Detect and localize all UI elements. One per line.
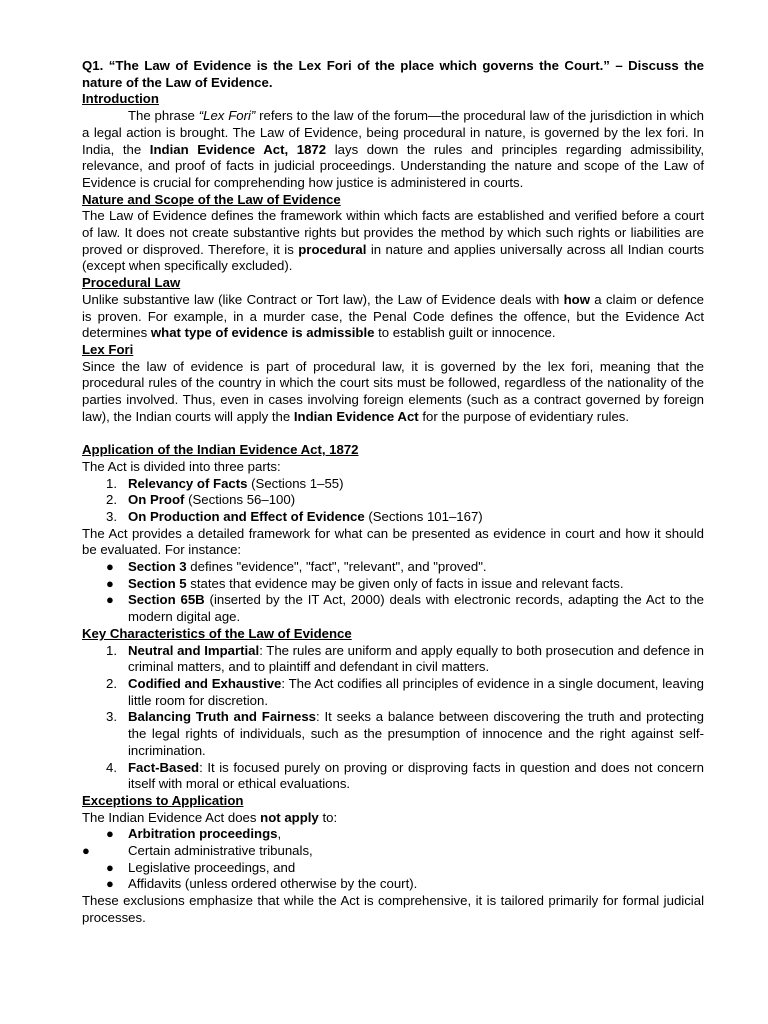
list-item: ● Arbitration proceedings, bbox=[106, 826, 282, 842]
application-lead: The Act is divided into three parts: bbox=[82, 458, 281, 474]
exceptions-closing: These exclusions emphasize that while the Act is comprehensive, it is tailored primarily for formal judicial processes. bbox=[82, 893, 704, 925]
parts-list bbox=[82, 476, 704, 526]
procedural-paragraph: Unlike substantive law (like Contract or Tort law), the Law of Evidence deals with how a claim or defence is proven. For example, in a murder case, the Penal Code defines the offence, but the Evidence Act determines what type of evidence is admissible to establish guilt or innocence. bbox=[82, 291, 704, 341]
blank-line bbox=[82, 425, 704, 442]
bullet-icon: ● bbox=[106, 575, 114, 591]
list-item: ● Affidavits (unless ordered otherwise by the court). bbox=[106, 876, 418, 892]
application-paragraph: The Act provides a detailed framework for what can be presented as evidence in court and how it should be evaluated. For instance: bbox=[82, 525, 704, 558]
list-item: ● Section 5 states that evidence may be given only of facts in issue and relevant facts. bbox=[106, 575, 624, 591]
list-item: 3. On Production and Effect of Evidence (Sections 101–167) bbox=[106, 508, 483, 524]
list-item: ● Certain administrative tribunals, bbox=[82, 843, 313, 859]
heading-lex-fori: Lex Fori bbox=[82, 341, 134, 357]
bullet-icon: ● bbox=[106, 592, 114, 608]
question-title: Q1. “The Law of Evidence is the Lex Fori of the place which governs the Court.” – Discuss the nature of the Law of Evidence. bbox=[82, 58, 704, 90]
list-item: ● Section 3 defines "evidence", "fact", "relevant", and "proved". bbox=[106, 559, 487, 575]
bullet-icon: ● bbox=[106, 559, 114, 575]
exceptions-list bbox=[82, 826, 704, 893]
intro-paragraph: The phrase “Lex Fori” refers to the law of the forum—the procedural law of the jurisdiction in which a legal action is brought. The Law of Evidence, being procedural in nature, is governed by the lex fori. In India, the Indian Evidence Act, 1872 lays down the rules and principles regarding admissibility, relevance, and proof of facts in judicial proceedings. Understanding the nature and scope of the Law of Evidence is crucial for comprehending how justice is administered in courts. bbox=[82, 108, 705, 190]
heading-exceptions: Exceptions to Application bbox=[82, 792, 244, 808]
heading-introduction: Introduction bbox=[82, 91, 159, 107]
list-item: 2. On Proof (Sections 56–100) bbox=[106, 492, 296, 508]
list-item: 3. Balancing Truth and Fairness: It seeks a balance between discovering the truth and protecting the legal rights of individuals, such as the presumption of innocence and the right against self-incrimination. bbox=[106, 709, 704, 758]
exceptions-lead: The Indian Evidence Act does not apply to: bbox=[82, 809, 338, 825]
bullet-icon: ● bbox=[106, 876, 114, 892]
list-item: ● Section 65B (inserted by the IT Act, 2000) deals with electronic records, adapting the Act to the modern digital age. bbox=[106, 592, 704, 625]
lex-fori-paragraph: Since the law of evidence is part of procedural law, it is governed by the lex fori, meaning that the procedural rules of the country in which the court sits must be followed, regardless of the nationality of the parties involved. Thus, even in cases involving foreign elements (such as a contract governed by foreign law), the Indian courts will apply the Indian Evidence Act for the purpose of evidentiary rules. bbox=[82, 358, 704, 424]
bullet-icon: ● bbox=[82, 843, 90, 859]
bullet-icon: ● bbox=[106, 859, 114, 875]
list-item: 2. Codified and Exhaustive: The Act codifies all principles of evidence in a single document, leaving little room for discretion. bbox=[106, 676, 705, 708]
bullet-icon: ● bbox=[106, 826, 114, 842]
list-item: 4. Fact-Based: It is focused purely on proving or disproving facts in question and does not concern itself with moral or ethical evaluations. bbox=[106, 759, 704, 792]
sections-list bbox=[82, 559, 704, 626]
lex-fori-term: “Lex Fori” bbox=[198, 108, 256, 124]
heading-key-characteristics: Key Characteristics of the Law of Evidence bbox=[82, 625, 352, 641]
list-item: ● Legislative proceedings, and bbox=[106, 859, 296, 875]
evidence-act-term: Indian Evidence Act, 1872 bbox=[149, 141, 327, 157]
nature-paragraph: The Law of Evidence defines the framework within which facts are established and verified before a court of law. It does not create substantive rights but provides the method by which such rights or liabilities are proved or disproved. Therefore, it is procedural in nature and applies universally across all Indian courts (except when specifically excluded). bbox=[82, 208, 704, 274]
heading-application: Application of the Indian Evidence Act, 1872 bbox=[82, 442, 359, 458]
heading-procedural-law: Procedural Law bbox=[82, 275, 181, 291]
characteristics-list bbox=[82, 643, 704, 793]
heading-nature-scope: Nature and Scope of the Law of Evidence bbox=[82, 191, 341, 207]
list-item: 1. Neutral and Impartial: The rules are uniform and apply equally to both prosecution and defence in criminal matters, and to plaintiff and defendant in civil matters. bbox=[106, 642, 704, 675]
list-item: 1. Relevancy of Facts (Sections 1–55) bbox=[106, 475, 344, 491]
